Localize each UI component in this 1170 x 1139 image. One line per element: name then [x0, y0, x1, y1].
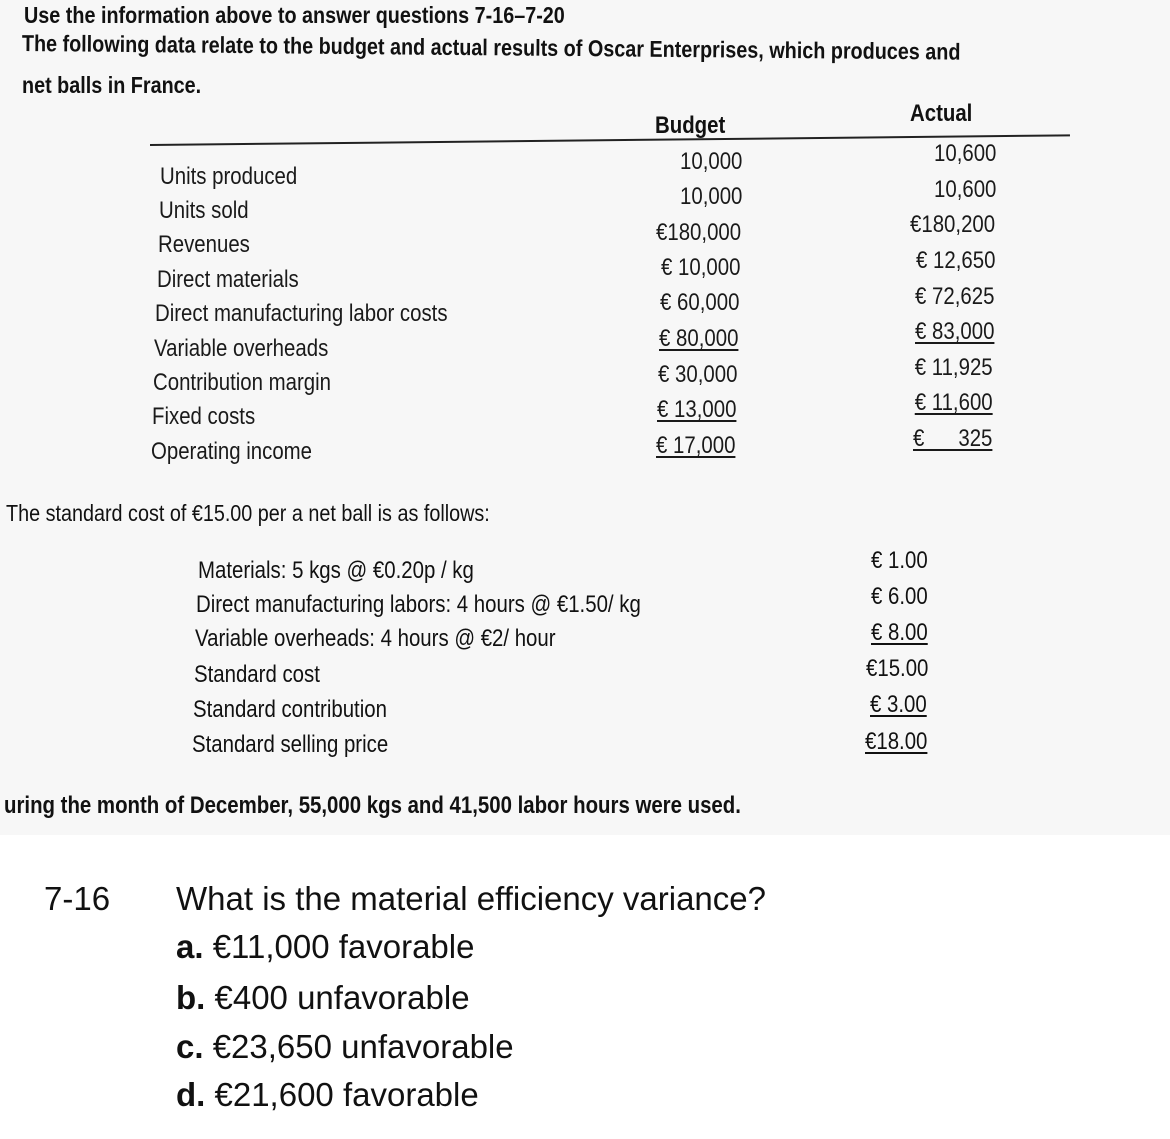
answer-option-d[interactable]	[176, 1076, 479, 1114]
december-usage-note: uring the month of December, 55,000 kgs and 41,500 labor hours were used.	[4, 792, 741, 819]
option-letter: d.	[176, 1076, 206, 1113]
intro-line-2: net balls in France.	[22, 72, 202, 98]
budget-direct-labor: € 60,000	[659, 289, 739, 316]
budget-contribution-margin: € 30,000	[657, 361, 737, 388]
answer-option-c[interactable]	[176, 1028, 514, 1066]
row-label-direct-materials: Direct materials	[157, 266, 299, 293]
std-label-direct-labor: Direct manufacturing labors: 4 hours @ €1.50/ kg	[196, 591, 641, 618]
std-label-standard-contribution: Standard contribution	[193, 696, 387, 723]
budget-direct-materials: € 10,000	[660, 254, 740, 281]
budget-column-header: Budget	[655, 112, 726, 139]
row-label-contribution-margin: Contribution margin	[153, 369, 332, 396]
std-label-variable-overheads: Variable overheads: 4 hours @ €2/ hour	[195, 625, 556, 652]
actual-variable-overheads: € 83,000	[914, 318, 994, 345]
budget-units-sold: 10,000	[679, 183, 742, 210]
row-label-direct-labor: Direct manufacturing labor costs	[155, 300, 448, 327]
std-label-standard-selling-price: Standard selling price	[192, 731, 389, 758]
row-label-operating-income: Operating income	[151, 438, 313, 465]
std-value-standard-contribution: € 3.00	[870, 691, 927, 718]
std-value-materials: € 1.00	[871, 547, 928, 574]
actual-contribution-margin: € 11,925	[915, 354, 993, 381]
actual-fixed-costs: € 11,600	[915, 389, 993, 416]
question-text: What is the material efficiency variance?	[176, 880, 766, 917]
answer-option-b[interactable]	[176, 979, 470, 1017]
std-value-standard-selling-price: €18.00	[864, 728, 927, 755]
actual-operating-income: € 325	[912, 425, 992, 452]
option-text: €23,650 unfavorable	[212, 1028, 514, 1065]
row-label-units-sold: Units sold	[159, 197, 249, 224]
option-letter: c.	[176, 1028, 204, 1065]
std-label-materials: Materials: 5 kgs @ €0.20p / kg	[198, 557, 474, 584]
budget-units-produced: 10,000	[679, 148, 742, 175]
row-label-revenues: Revenues	[158, 231, 250, 258]
row-label-units-produced: Units produced	[160, 163, 298, 190]
budget-revenues: €180,000	[655, 219, 741, 246]
option-text: €11,000 favorable	[212, 928, 475, 965]
option-letter: b.	[176, 979, 206, 1016]
actual-direct-labor: € 72,625	[914, 283, 994, 310]
std-value-standard-cost: €15.00	[865, 655, 928, 682]
option-letter: a.	[176, 928, 204, 965]
row-label-variable-overheads: Variable overheads	[154, 335, 329, 362]
actual-direct-materials: € 12,650	[915, 247, 995, 274]
budget-operating-income: € 17,000	[655, 432, 735, 459]
actual-units-produced: 10,600	[933, 140, 996, 167]
std-value-variable-overheads: € 8.00	[871, 619, 928, 646]
instructions-heading: Use the information above to answer questions 7-16–7-20	[24, 2, 565, 28]
answer-option-a[interactable]	[176, 928, 474, 966]
actual-units-sold: 10,600	[933, 176, 996, 203]
question-number: 7-16	[44, 880, 111, 917]
budget-fixed-costs: € 13,000	[656, 396, 736, 423]
actual-revenues: €180,200	[909, 211, 995, 238]
standard-cost-intro: The standard cost of €15.00 per a net ball is as follows:	[6, 500, 490, 526]
actual-column-header: Actual	[910, 100, 973, 127]
row-label-fixed-costs: Fixed costs	[152, 403, 256, 430]
std-value-direct-labor: € 6.00	[871, 583, 928, 610]
option-text: €400 unfavorable	[214, 979, 470, 1016]
option-text: €21,600 favorable	[214, 1076, 479, 1113]
intro-line-1: The following data relate to the budget and actual results of Oscar Enterprises, which produces and	[21, 30, 961, 65]
std-label-standard-cost: Standard cost	[194, 661, 320, 688]
budget-variable-overheads: € 80,000	[658, 325, 738, 352]
